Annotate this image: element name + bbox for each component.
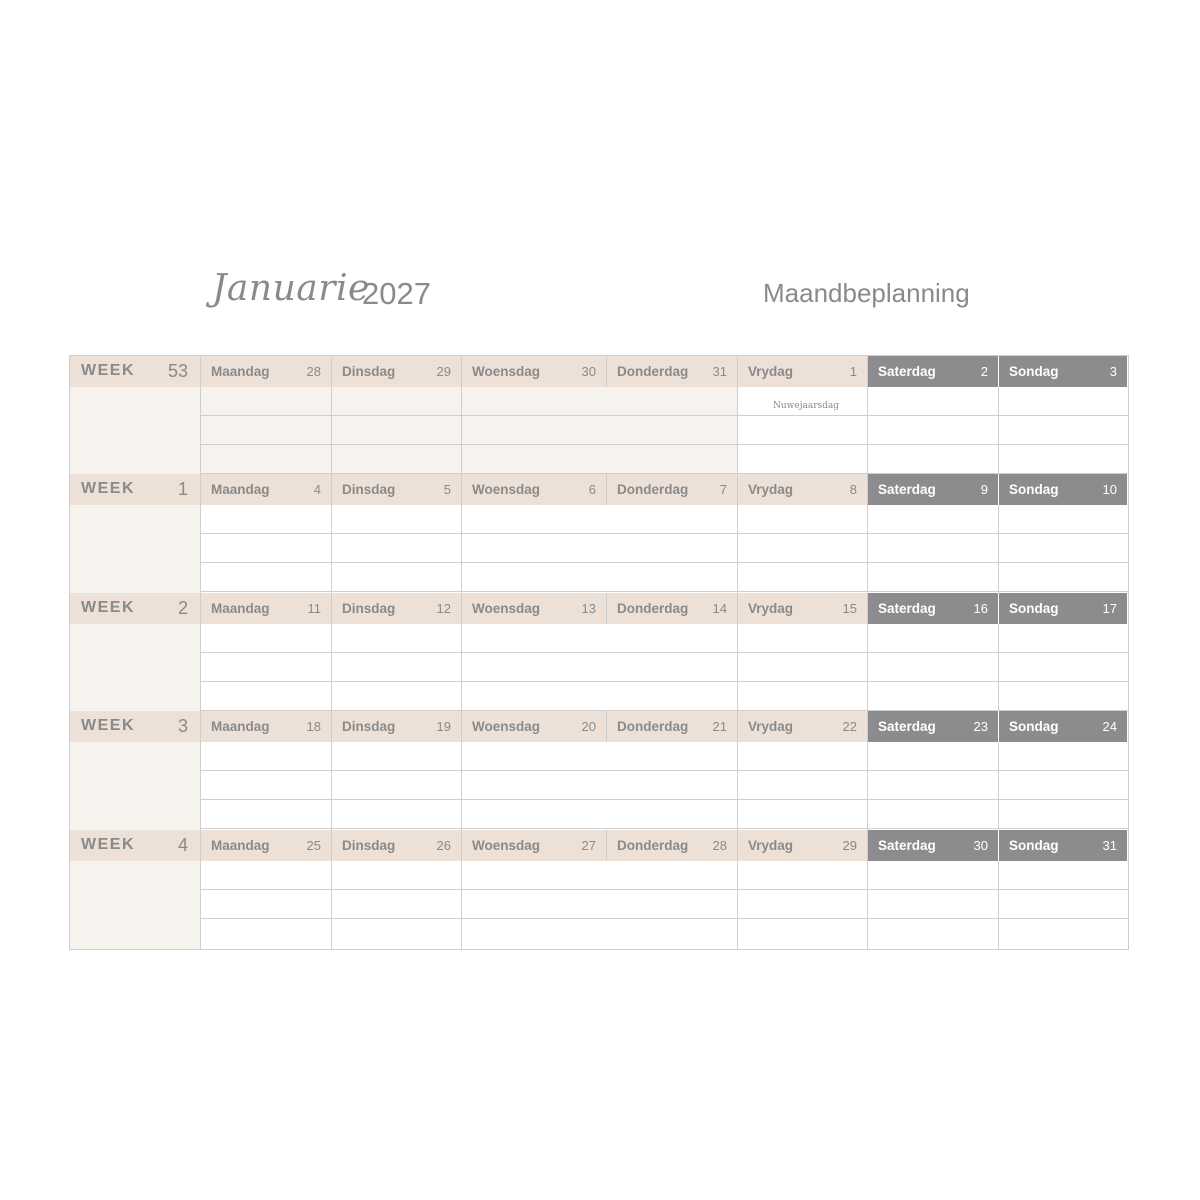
week-side-panel[interactable]	[70, 861, 201, 949]
column-divider	[461, 624, 462, 712]
writing-line[interactable]	[201, 445, 1128, 474]
column-divider	[331, 505, 332, 593]
column-divider	[867, 505, 868, 593]
day-header-sondag[interactable]	[999, 593, 1128, 624]
week-notes-area[interactable]	[70, 861, 1128, 949]
writing-line[interactable]	[201, 534, 1128, 563]
day-name: Sondag	[1009, 364, 1059, 379]
writing-line[interactable]	[201, 771, 1128, 800]
day-header-maandag[interactable]	[201, 593, 332, 624]
day-header-saterdag[interactable]	[868, 356, 999, 387]
day-name: Woensdag	[472, 364, 541, 379]
column-divider	[737, 624, 738, 712]
week-header-row	[70, 830, 1128, 861]
column-divider	[867, 861, 868, 949]
day-header-donderdag[interactable]	[607, 356, 738, 387]
day-date: 17	[1102, 601, 1117, 616]
week-side-panel[interactable]	[70, 505, 201, 593]
day-name: Vrydag	[748, 364, 794, 379]
day-date: 15	[842, 601, 857, 616]
day-name: Woensdag	[472, 719, 541, 734]
week-label: WEEK	[81, 599, 135, 616]
week-side-panel[interactable]	[70, 624, 201, 712]
week-side-panel[interactable]	[70, 387, 201, 475]
writing-line[interactable]	[201, 919, 1128, 948]
day-name: Woensdag	[472, 838, 541, 853]
column-divider	[461, 505, 462, 593]
day-date: 11	[307, 601, 321, 616]
week-row	[70, 711, 1128, 830]
day-date: 7	[719, 482, 727, 497]
day-name: Vrydag	[748, 482, 794, 497]
week-label: WEEK	[81, 717, 135, 734]
day-date: 16	[973, 601, 988, 616]
day-name: Dinsdag	[342, 364, 396, 379]
day-date: 22	[842, 719, 857, 734]
day-header-woensdag[interactable]	[462, 593, 607, 624]
column-divider	[737, 861, 738, 949]
week-notes-area[interactable]	[70, 624, 1128, 712]
day-name: Dinsdag	[342, 482, 396, 497]
day-header-dinsdag[interactable]	[332, 830, 462, 861]
column-divider	[737, 742, 738, 830]
day-header-saterdag[interactable]	[868, 830, 999, 861]
day-header-vrydag[interactable]	[738, 593, 868, 624]
day-header-vrydag[interactable]	[738, 830, 868, 861]
day-date: 3	[1109, 364, 1117, 379]
day-header-vrydag[interactable]	[738, 356, 868, 387]
day-name: Donderdag	[617, 482, 689, 497]
day-date: 23	[973, 719, 988, 734]
day-name: Donderdag	[617, 601, 689, 616]
day-date: 29	[842, 838, 857, 853]
day-date: 4	[313, 482, 321, 497]
day-date: 13	[581, 601, 596, 616]
column-divider	[998, 387, 999, 475]
day-header-donderdag[interactable]	[607, 830, 738, 861]
day-header-maandag[interactable]	[201, 474, 332, 505]
column-divider	[998, 505, 999, 593]
day-date: 12	[436, 601, 451, 616]
day-name: Woensdag	[472, 482, 541, 497]
column-divider	[331, 387, 332, 475]
column-divider	[461, 861, 462, 949]
month-title: Januarie	[212, 268, 370, 309]
day-date: 14	[712, 601, 727, 616]
day-name: Maandag	[211, 601, 270, 616]
day-date: 10	[1102, 482, 1117, 497]
day-header-saterdag[interactable]	[868, 711, 999, 742]
writing-line[interactable]	[201, 861, 1128, 890]
day-header-maandag[interactable]	[201, 711, 332, 742]
column-divider	[998, 742, 999, 830]
day-date: 6	[588, 482, 596, 497]
day-date: 29	[436, 364, 451, 379]
week-row	[70, 474, 1128, 593]
day-date: 28	[306, 364, 321, 379]
column-divider	[461, 387, 462, 475]
writing-line[interactable]	[201, 624, 1128, 653]
day-name: Maandag	[211, 719, 270, 734]
day-name: Sondag	[1009, 838, 1059, 853]
week-header-row	[70, 593, 1128, 624]
week-label: WEEK	[81, 480, 135, 497]
writing-line[interactable]	[201, 387, 1128, 416]
day-name: Saterdag	[878, 482, 936, 497]
day-date: 30	[973, 838, 988, 853]
writing-line[interactable]	[201, 416, 1128, 445]
day-name: Donderdag	[617, 838, 689, 853]
day-header-saterdag[interactable]	[868, 593, 999, 624]
day-header-maandag[interactable]	[201, 830, 332, 861]
day-date: 2	[980, 364, 988, 379]
day-header-saterdag[interactable]	[868, 474, 999, 505]
monthly-calendar-grid	[69, 355, 1129, 950]
week-label: WEEK	[81, 362, 135, 379]
day-header-woensdag[interactable]	[462, 356, 607, 387]
day-name: Dinsdag	[342, 719, 396, 734]
column-divider	[998, 624, 999, 712]
week-number: 1	[177, 479, 188, 499]
day-name: Vrydag	[748, 601, 794, 616]
day-name: Sondag	[1009, 719, 1059, 734]
day-header-maandag[interactable]	[201, 356, 332, 387]
day-name: Vrydag	[748, 719, 794, 734]
week-label-cell	[70, 356, 201, 387]
day-name: Vrydag	[748, 838, 794, 853]
week-label-cell	[70, 830, 201, 861]
day-name: Dinsdag	[342, 601, 396, 616]
column-divider	[461, 742, 462, 830]
writing-line[interactable]	[201, 890, 1128, 919]
day-header-vrydag[interactable]	[738, 474, 868, 505]
writing-line[interactable]	[201, 800, 1128, 829]
day-header-sondag[interactable]	[999, 711, 1128, 742]
day-header-sondag[interactable]	[999, 830, 1128, 861]
writing-line[interactable]	[201, 682, 1128, 711]
week-label: WEEK	[81, 836, 135, 853]
column-divider	[867, 387, 868, 475]
week-header-row	[70, 711, 1128, 742]
day-date: 5	[443, 482, 451, 497]
day-header-dinsdag[interactable]	[332, 593, 462, 624]
day-name: Maandag	[211, 482, 270, 497]
week-row	[70, 356, 1128, 475]
writing-line[interactable]	[201, 742, 1128, 771]
planner-title: Maandbeplanning	[763, 278, 970, 308]
week-label-cell	[70, 711, 201, 742]
week-notes-area[interactable]	[70, 387, 1128, 475]
week-side-panel[interactable]	[70, 742, 201, 830]
day-name: Saterdag	[878, 601, 936, 616]
day-header-dinsdag[interactable]	[332, 474, 462, 505]
day-header-sondag[interactable]	[999, 356, 1128, 387]
day-header-woensdag[interactable]	[462, 830, 607, 861]
week-number: 3	[177, 716, 188, 736]
day-date: 19	[436, 719, 451, 734]
column-divider	[998, 861, 999, 949]
day-date: 20	[581, 719, 596, 734]
day-date: 9	[980, 482, 988, 497]
week-header-row	[70, 356, 1128, 387]
day-header-donderdag[interactable]	[607, 474, 738, 505]
day-header-woensdag[interactable]	[462, 711, 607, 742]
writing-line[interactable]	[201, 505, 1128, 534]
day-header-donderdag[interactable]	[607, 593, 738, 624]
day-name: Donderdag	[617, 719, 689, 734]
week-number: 53	[167, 361, 188, 381]
year-title: 2027	[362, 276, 431, 311]
day-date: 26	[436, 838, 451, 853]
day-header-dinsdag[interactable]	[332, 356, 462, 387]
column-divider	[737, 387, 738, 475]
week-row	[70, 593, 1128, 712]
day-header-donderdag[interactable]	[607, 711, 738, 742]
writing-line[interactable]	[201, 563, 1128, 592]
week-label-cell	[70, 593, 201, 624]
day-date: 30	[581, 364, 596, 379]
day-name: Saterdag	[878, 364, 936, 379]
day-name: Donderdag	[617, 364, 689, 379]
day-date: 31	[712, 364, 727, 379]
week-number: 2	[177, 598, 188, 618]
day-header-vrydag[interactable]	[738, 711, 868, 742]
day-date: 1	[849, 364, 857, 379]
writing-line[interactable]	[201, 653, 1128, 682]
week-notes-area[interactable]	[70, 742, 1128, 830]
day-name: Sondag	[1009, 482, 1059, 497]
day-date: 24	[1102, 719, 1117, 734]
day-date: 21	[712, 719, 727, 734]
day-date: 28	[712, 838, 727, 853]
week-row	[70, 830, 1128, 949]
week-label-cell	[70, 474, 201, 505]
week-header-row	[70, 474, 1128, 505]
day-date: 8	[849, 482, 857, 497]
week-notes-area[interactable]	[70, 505, 1128, 593]
page-header	[0, 0, 1200, 340]
column-divider	[331, 624, 332, 712]
day-header-sondag[interactable]	[999, 474, 1128, 505]
day-header-dinsdag[interactable]	[332, 711, 462, 742]
day-name: Sondag	[1009, 601, 1059, 616]
column-divider	[331, 861, 332, 949]
column-divider	[737, 505, 738, 593]
day-date: 25	[306, 838, 321, 853]
column-divider	[867, 624, 868, 712]
day-name: Dinsdag	[342, 838, 396, 853]
day-date: 31	[1102, 838, 1117, 853]
day-name: Woensdag	[472, 601, 541, 616]
day-date: 27	[581, 838, 596, 853]
holiday-label: Nuwejaarsdag	[773, 401, 840, 411]
column-divider	[867, 742, 868, 830]
column-divider	[331, 742, 332, 830]
day-name: Maandag	[211, 364, 270, 379]
day-name: Saterdag	[878, 719, 936, 734]
day-date: 18	[306, 719, 321, 734]
day-name: Saterdag	[878, 838, 936, 853]
week-number: 4	[177, 835, 188, 855]
day-name: Maandag	[211, 838, 270, 853]
day-header-woensdag[interactable]	[462, 474, 607, 505]
